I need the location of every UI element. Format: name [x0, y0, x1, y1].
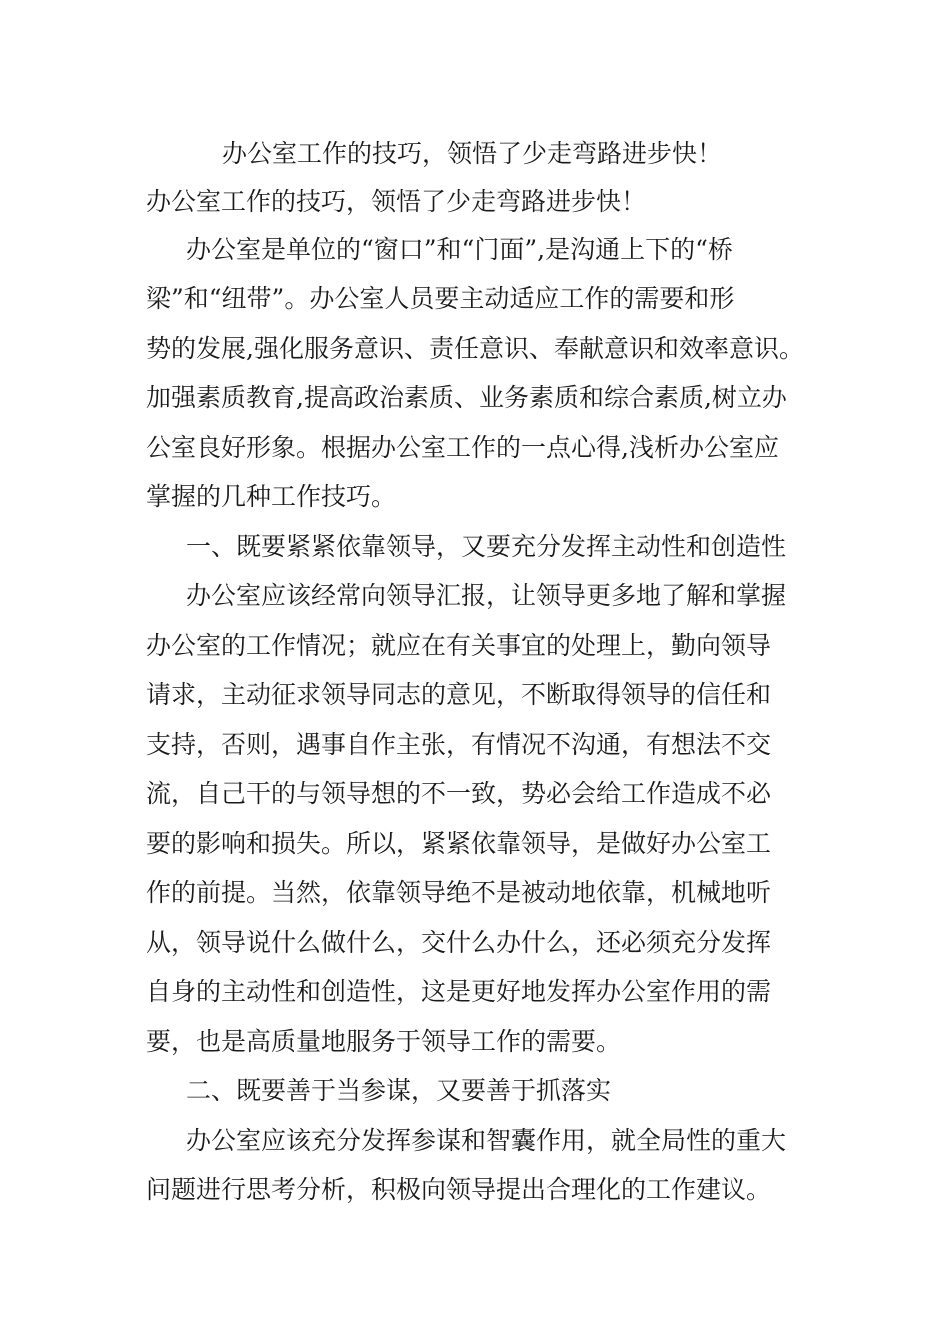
text-line: 办公室是单位的“窗口”和“门面”,是沟通上下的“桥: [186, 235, 733, 264]
section-heading: 一、既要紧紧依靠领导，又要充分发挥主动性和创造性: [186, 532, 787, 561]
text-line: 办公室应该充分发挥参谋和智囊作用，就全局性的重大: [186, 1126, 787, 1155]
text-line: 作的前提。当然，依靠领导绝不是被动地依靠，机械地听: [146, 878, 772, 907]
document-subtitle: 办公室工作的技巧，领悟了少走弯路进步快！: [146, 187, 647, 216]
text-line: 掌握的几种工作技巧。: [146, 482, 397, 511]
text-line: 请求，主动征求领导同志的意见，不断取得领导的信任和: [146, 680, 772, 709]
text-line: 要，也是高质量地服务于领导工作的需要。: [146, 1027, 622, 1056]
text-line: 公室良好形象。根据办公室工作的一点心得,浅析办公室应: [146, 433, 779, 462]
text-line: 势的发展,强化服务意识、责任意识、奉献意识和效率意识。: [146, 334, 804, 363]
text-line: 梁”和“纽带”。办公室人员要主动适应工作的需要和形: [146, 284, 735, 313]
text-line: 办公室应该经常向领导汇报，让领导更多地了解和掌握: [186, 581, 787, 610]
text-line: 支持，否则，遇事自作主张，有情况不沟通，有想法不交: [146, 730, 772, 759]
section-heading: 二、既要善于当参谋，又要善于抓落实: [186, 1076, 612, 1105]
text-line: 加强素质教育,提高政治素质、业务素质和综合素质,树立办: [146, 383, 787, 412]
text-line: 自身的主动性和创造性，这是更好地发挥办公室作用的需: [146, 977, 772, 1006]
text-line: 要的影响和损失。所以，紧紧依靠领导，是做好办公室工: [146, 829, 772, 858]
text-line: 流，自己干的与领导想的不一致，势必会给工作造成不必: [146, 779, 772, 808]
text-line: 从，领导说什么做什么，交什么办什么，还必须充分发挥: [146, 928, 772, 957]
document-title: 办公室工作的技巧，领悟了少走弯路进步快！: [222, 139, 723, 168]
text-line: 问题进行思考分析，积极向领导提出合理化的工作建议。: [146, 1175, 772, 1204]
text-line: 办公室的工作情况；就应在有关事宜的处理上，勤向领导: [146, 631, 772, 660]
